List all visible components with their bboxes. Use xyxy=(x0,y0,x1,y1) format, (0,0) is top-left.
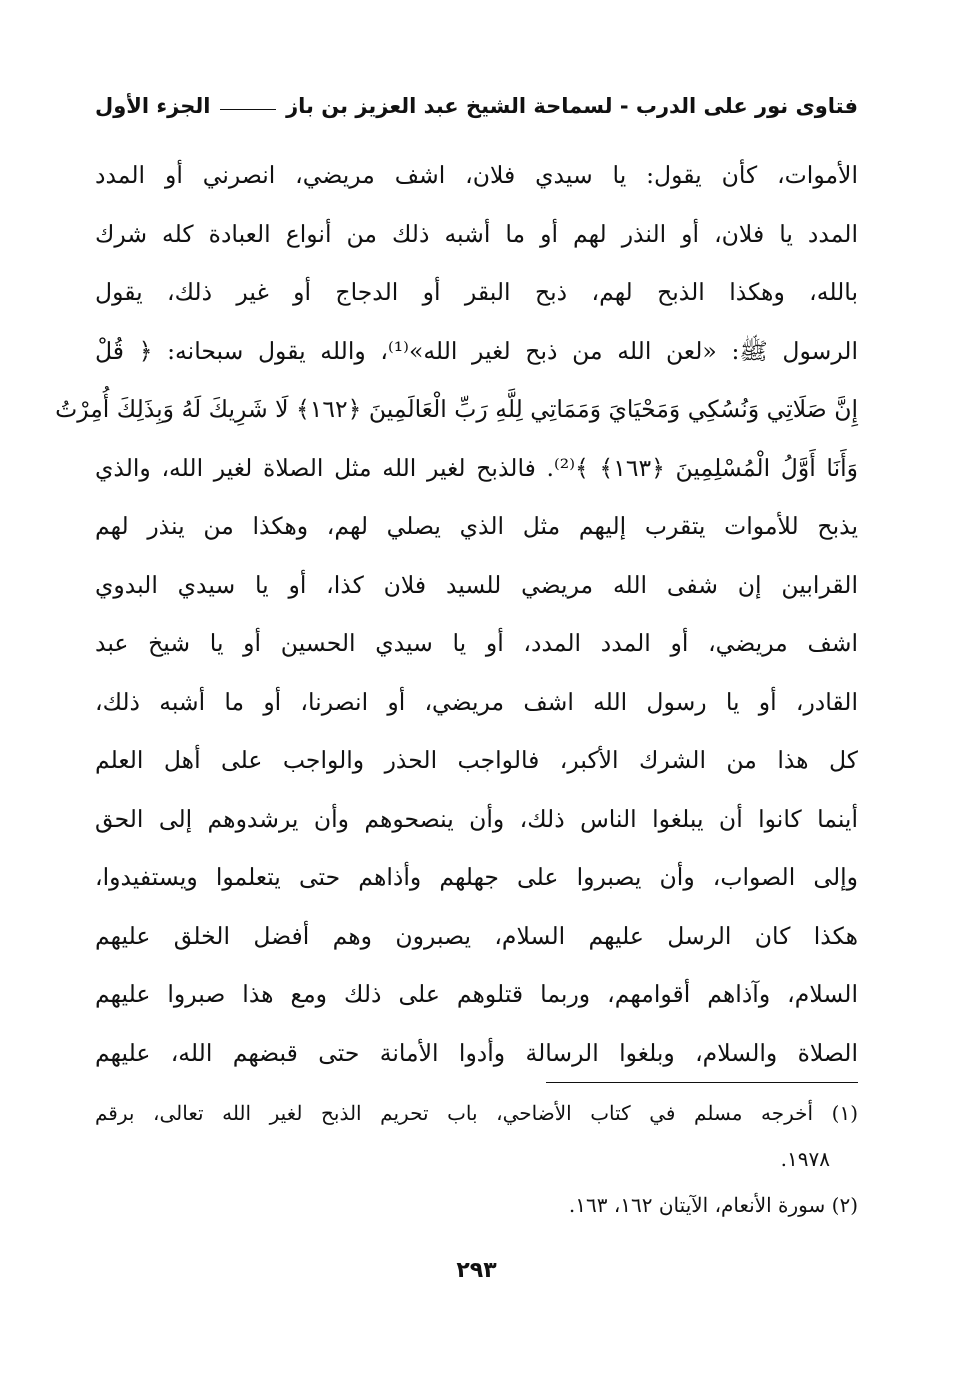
body-line: أينما كانوا أن يبلغوا الناس ذلك، وأن ينصحوهم وأن يرشدوهم إلى الحق xyxy=(95,804,858,833)
footnote-1: (١) أخرجه مسلم في كتاب الأضاحي، باب تحريم الذبح لغير الله تعالى، برقم xyxy=(95,1101,858,1125)
body-line: الصلاة والسلام، وبلغوا الرسالة وأدوا الأمانة حتى قبضهم الله، عليهم xyxy=(95,1038,858,1067)
body-line: بالله، وهكذا الذبح لهم، ذبح البقر أو الدجاج أو غير ذلك، يقول xyxy=(95,278,858,306)
footnote-1-continuation: ١٩٧٨. xyxy=(780,1147,830,1171)
header-book-title: فتاوى نور على الدرب - لسماحة الشيخ عبد العزيز بن باز xyxy=(286,94,858,118)
body-line: هكذا كان الرسل عليهم السلام، يصبرون وهم أفضل الخلق عليهم xyxy=(95,921,858,950)
body-line: وإلى الصواب، وأن يصبروا على جهلهم وأذاهم حتى يتعلموا ويستفيدوا، xyxy=(95,863,858,891)
body-line: اشف مريضي، أو المدد المدد، أو يا سيدي الحسين أو يا شيخ عبد xyxy=(95,629,858,657)
header-volume-label: الجزء الأول xyxy=(95,94,211,118)
running-header xyxy=(95,82,858,118)
body-line: وَأَنَا أَوَّلُ الْمُسْلِمِينَ ﴿١٦٣﴾ ﴾⁽²⁾. فالذبح لغير الله مثل الصلاة لغير الله، والذي xyxy=(95,453,859,482)
footnote-separator xyxy=(546,1082,858,1083)
body-line: يذبح للأموات يتقرب إليهم مثل الذي يصلي لهم، وهكذا من ينذر لهم xyxy=(95,512,858,540)
body-line: السلام، وآذاهم أقوامهم، وربما قتلوهم على ذلك ومع هذا صبروا عليهم xyxy=(95,980,858,1008)
page-number: ٢٩٣ xyxy=(456,1258,497,1283)
quran-verse-line: إِنَّ صَلَاتِي وَنُسُكِي وَمَحْيَايَ وَمَمَاتِي لِلَّهِ رَبِّ الْعَالَمِينَ ﴿١٦٢﴾ لَا شَرِيكَ لَهُ وَبِذَلِكَ أُمِرْتُ xyxy=(55,395,858,423)
header-rule xyxy=(220,109,276,110)
footnote-2: (٢) سورة الأنعام، الآيتان ١٦٢، ١٦٣. xyxy=(568,1193,858,1217)
body-line: القرابين إن شفى الله مريضي للسيد فلان كذا، أو يا سيدي البدوي xyxy=(95,570,858,599)
body-line: كل هذا من الشرك الأكبر، فالواجب الحذر والواجب على أهل العلم xyxy=(95,746,858,774)
body-line: القادر، أو يا رسول الله اشف مريضي، أو انصرنا، أو ما أشبه ذلك، xyxy=(95,687,858,716)
body-line: الأموات، كأن يقول: يا سيدي فلان، اشف مريضي، انصرني أو المدد xyxy=(95,161,858,189)
body-text xyxy=(55,146,859,1082)
body-line: الرسول ﷺ: «لعن الله من ذبح لغير الله»⁽¹⁾، والله يقول سبحانه: ﴿ قُلْ xyxy=(95,336,858,365)
body-line: المدد يا فلان، أو النذر لهم أو ما أشبه ذلك من أنواع العبادة كله شرك xyxy=(95,219,858,248)
footnotes xyxy=(95,1090,858,1228)
